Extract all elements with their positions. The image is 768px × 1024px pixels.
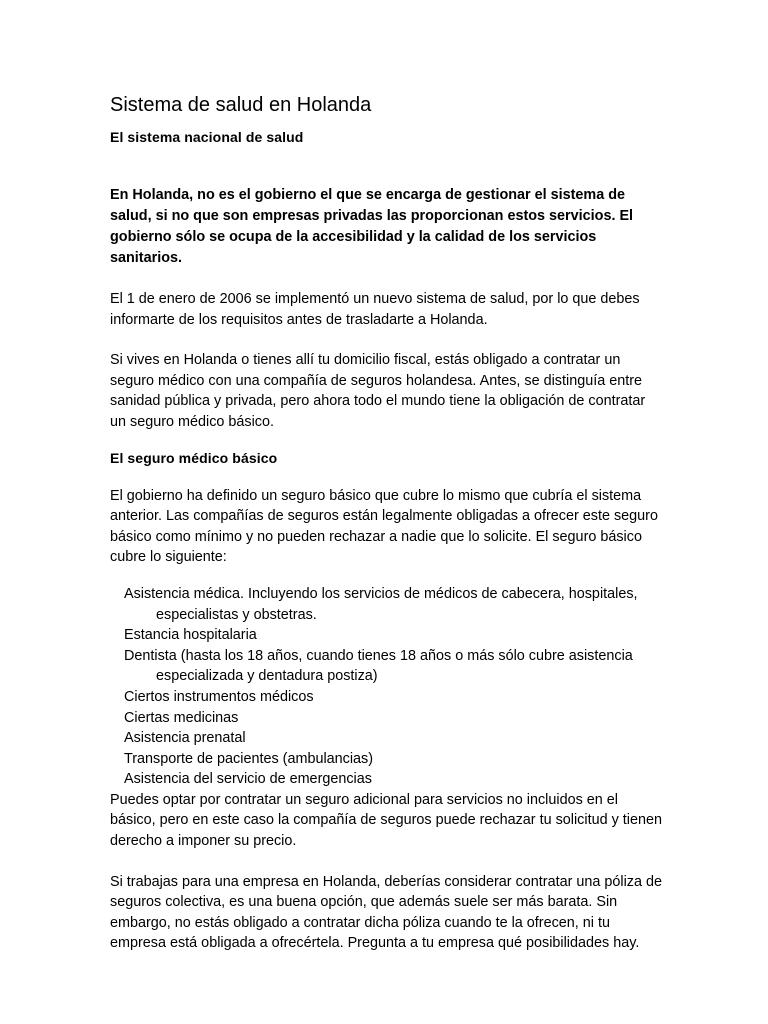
paragraph-basic-insurance: El gobierno ha definido un seguro básico que cubre lo mismo que cubría el sistema anterior. Las compañías de seguros están legalmente obligadas a ofrecer este seguro básico como mínimo y no pueden rechazar a nadie que lo solicite. El seguro básico cubre lo siguiente:	[110, 487, 658, 566]
section-heading-basic-insurance: El seguro médico básico	[110, 449, 278, 466]
list-item: Asistencia médica. Incluyendo los servicios de médicos de cabecera, hospitales, especialistas y obstetras.	[124, 585, 638, 623]
list-item: Ciertos instrumentos médicos	[124, 688, 314, 705]
coverage-list	[110, 584, 662, 790]
paragraph-implementation: El 1 de enero de 2006 se implementó un nuevo sistema de salud, por lo que debes informarte de los requisitos antes de trasladarte a Holanda.	[110, 291, 640, 328]
list-item: Ciertas medicinas	[124, 709, 239, 726]
paragraph-obligation: Si vives en Holanda o tienes allí tu domicilio fiscal, estás obligado a contratar un seguro médico con una compañía de seguros holandesa. Antes, se distinguía entre sanidad pública y privada, pero ahora todo el mundo tiene la obligación de contratar un seguro médico básico.	[110, 352, 646, 430]
document-body	[110, 92, 662, 954]
list-item: Asistencia del servicio de emergencias	[124, 771, 372, 788]
paragraph-additional-insurance: Puedes optar por contratar un seguro adicional para servicios no incluidos en el básico, pero en este caso la compañía de seguros puede rechazar tu solicitud y tienen derecho a imponer su precio.	[110, 791, 662, 850]
list-item: Transporte de pacientes (ambulancias)	[124, 750, 374, 767]
document-subtitle: El sistema nacional de salud	[110, 129, 304, 145]
list-item: Dentista (hasta los 18 años, cuando tienes 18 años o más sólo cubre asistencia especializada y dentadura postiza)	[124, 647, 633, 685]
list-item: Asistencia prenatal	[124, 730, 246, 747]
paragraph-collective-policy: Si trabajas para una empresa en Holanda, deberías considerar contratar una póliza de seguros colectiva, es una buena opción, que además suele ser más barata. Sin embargo, no estás obligado a contratar dicha póliza cuando te la ofrecen, ni tu empresa está obligada a ofrecértela. Pregunta a tu empresa qué posibilidades hay.	[110, 873, 662, 952]
list-item: Estancia hospitalaria	[124, 627, 257, 644]
intro-paragraph: En Holanda, no es el gobierno el que se encarga de gestionar el sistema de salud, si no que son empresas privadas las proporcionan estos servicios. El gobierno sólo se ocupa de la accesibilidad y la calidad de los servicios sanitarios.	[110, 187, 634, 266]
document-title: Sistema de salud en Holanda	[110, 94, 372, 116]
